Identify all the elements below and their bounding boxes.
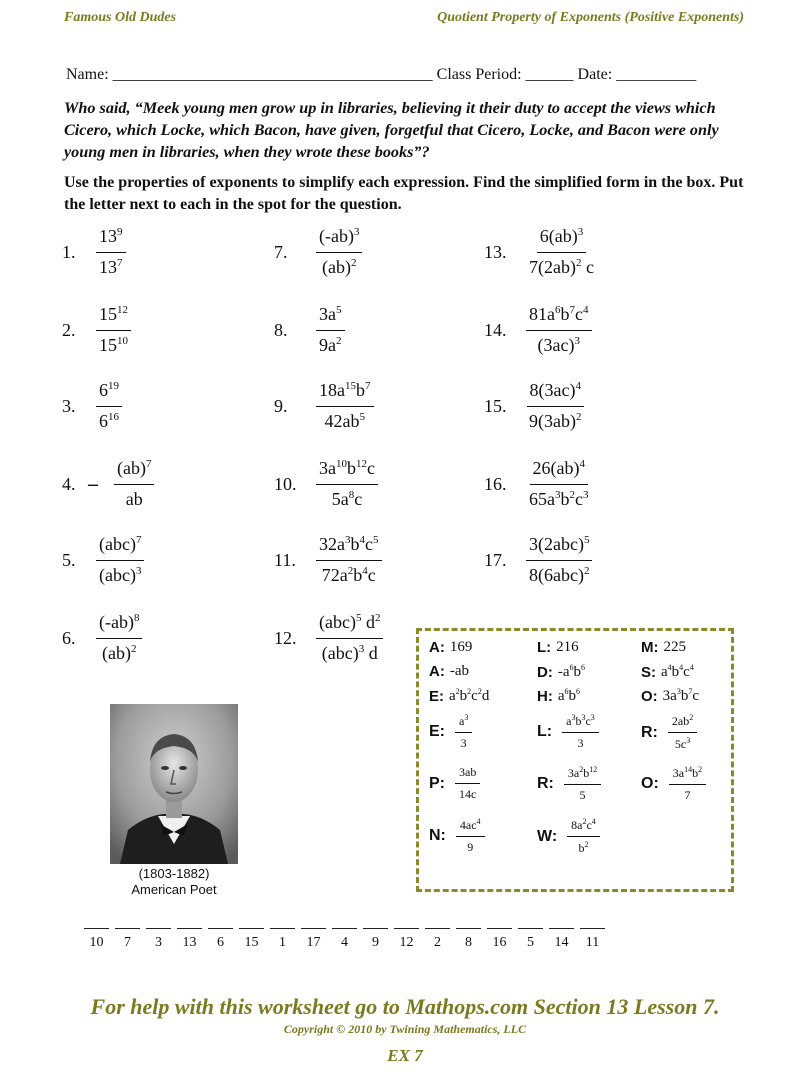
- fraction: [96, 612, 142, 664]
- answer-fraction: [562, 713, 599, 751]
- denominator: 14c: [459, 787, 477, 801]
- answer-choice: [429, 663, 469, 680]
- fraction: [526, 226, 597, 278]
- answer-letter: O:: [641, 775, 659, 792]
- answer-blank[interactable]: 6: [208, 928, 233, 951]
- problem-10: [274, 458, 378, 510]
- problem-number: 5.: [62, 549, 76, 570]
- denominator: $15^{10}$: [99, 335, 128, 355]
- footer-code: EX 7: [387, 1046, 423, 1065]
- numerator: (ab)$^7$: [114, 458, 154, 485]
- numerator: 6(ab)$^3$: [537, 226, 586, 253]
- denominator: $72a^2b^4c$: [321, 565, 376, 585]
- problem-5: [62, 534, 144, 586]
- denominator: (abc)$^3$ d: [321, 643, 378, 663]
- denominator: $65a^3b^2c^3$: [529, 489, 589, 509]
- answer-blank[interactable]: 8: [456, 928, 481, 951]
- denominator: $9a^2$: [319, 335, 342, 355]
- numerator: 26(ab)$^4$: [530, 458, 588, 485]
- numerator: $(-ab)^8$: [96, 612, 142, 639]
- fraction: [114, 458, 154, 510]
- problem-13: [484, 226, 597, 278]
- problem-16: [484, 458, 592, 510]
- problem-number: 14.: [484, 319, 507, 340]
- numerator: $3a^5$: [316, 304, 345, 331]
- denominator: 9: [467, 840, 474, 854]
- problem-number: 2.: [62, 319, 76, 340]
- numerator: (abc)$^5$ $d^2$: [316, 612, 383, 639]
- answer-letter: R:: [641, 723, 658, 741]
- answer-letter: D:: [537, 663, 553, 681]
- problem-11: [274, 534, 382, 586]
- denominator: $8(6abc)^2$: [529, 565, 590, 585]
- minus-sign: –: [88, 472, 98, 495]
- problem-number: 12.: [274, 627, 297, 648]
- numerator: $18a^{15}b^7$: [316, 380, 374, 407]
- numerator: $81a^6b^7c^4$: [526, 304, 592, 331]
- answer-fraction: [455, 765, 480, 802]
- answer-letter: E:: [429, 687, 444, 705]
- answer-blank[interactable]: 5: [518, 928, 543, 951]
- numerator: $32a^3b^4c^5$: [316, 534, 382, 561]
- denominator: (abc)$^3$: [99, 565, 142, 585]
- answer-fraction: [456, 817, 485, 855]
- numerator: $3a^{10}b^{12}c$: [316, 458, 378, 485]
- answer-choice: [537, 687, 580, 705]
- answer-letter: H:: [537, 687, 553, 705]
- fraction: [316, 612, 383, 664]
- answer-letter: L:: [537, 639, 552, 656]
- answer-choice: [429, 687, 489, 705]
- numerator: $8a^2c^4$: [567, 817, 600, 837]
- answer-blank[interactable]: 16: [487, 928, 512, 951]
- problem-number: 6.: [62, 627, 76, 648]
- problem-2: [62, 304, 131, 356]
- numerator: $4ac^4$: [456, 817, 485, 837]
- answer-choice: [537, 663, 585, 681]
- problem-number: 10.: [274, 473, 297, 494]
- problem-number: 17.: [484, 549, 507, 570]
- header-left: Famous Old Dudes: [64, 10, 177, 25]
- answer-choice: [429, 639, 472, 656]
- fraction: [316, 304, 345, 356]
- answer-choice: [641, 713, 697, 752]
- answer-letter: R:: [537, 775, 554, 792]
- portrait-years: (1803-1882): [138, 866, 210, 881]
- problem-number: 8.: [274, 319, 288, 340]
- denominator: $b^2$: [578, 840, 589, 855]
- answer-fraction: [669, 765, 706, 803]
- instructions: Use the properties of exponents to simplify each expression. Find the simplified form in the box. Put the letter next to each in the spot for the question.: [64, 174, 744, 213]
- fraction: [316, 458, 378, 510]
- answer-value: $-a^6b^6$: [557, 663, 585, 680]
- numerator: $6^{19}$: [96, 380, 122, 407]
- answer-value: $a^2b^2c^2d$: [449, 687, 490, 704]
- answer-letter: A:: [429, 639, 445, 656]
- problem-14: [484, 304, 592, 356]
- denominator: $42ab^5$: [324, 411, 365, 431]
- problem-15: [484, 380, 584, 432]
- problem-number: 1.: [62, 241, 76, 262]
- answer-blank[interactable]: 13: [177, 928, 202, 951]
- fraction: [316, 226, 362, 278]
- answer-choice: [537, 817, 600, 856]
- problem-number: 13.: [484, 241, 507, 262]
- numerator: (abc)$^7$: [96, 534, 144, 561]
- problem-3: [62, 380, 122, 432]
- denominator: $7(2ab)^2$ c: [529, 257, 594, 277]
- answer-letter: O:: [641, 687, 658, 705]
- fraction: [526, 458, 592, 510]
- numerator: $2ab^2$: [668, 713, 697, 733]
- denominator: 3: [460, 736, 467, 750]
- answer-fraction: [455, 713, 472, 751]
- answer-choice: [537, 765, 601, 803]
- answer-value: 216: [556, 639, 579, 655]
- denominator: 5: [579, 788, 586, 802]
- answer-value: 225: [663, 639, 686, 655]
- answer-choice: [537, 713, 599, 751]
- answer-blank[interactable]: 9: [363, 928, 388, 951]
- answer-blank[interactable]: 14: [549, 928, 574, 951]
- numerator: $a^3$: [455, 713, 472, 733]
- footer-help: For help with this worksheet go to Mathops.com Section 13 Lesson 7.: [90, 994, 720, 1019]
- problem-number: 3.: [62, 395, 76, 416]
- answer-choice: [641, 663, 694, 681]
- problem-number: 11.: [274, 549, 296, 570]
- answer-value: 169: [449, 639, 473, 655]
- fraction: [526, 304, 592, 356]
- denominator: ab: [125, 489, 143, 509]
- denominator: (ab)$^2$: [102, 643, 137, 663]
- problem-6: [62, 612, 142, 664]
- answer-letter: P:: [429, 774, 445, 792]
- denominator: (ab)$^2$: [322, 257, 357, 277]
- answer-box: [416, 628, 734, 892]
- problem-12: [274, 612, 383, 664]
- numerator: $13^9$: [96, 226, 126, 253]
- denominator: $5a^8c$: [331, 489, 363, 509]
- problem-number: 16.: [484, 473, 507, 494]
- denominator: $13^7$: [99, 257, 123, 277]
- problem-4: [62, 458, 154, 510]
- problem-17: [484, 534, 592, 586]
- answer-letter: A:: [429, 663, 445, 680]
- answer-value: $a^6b^6$: [557, 687, 580, 704]
- answer-blank[interactable]: 2: [425, 928, 450, 951]
- quote-question: Who said, “Meek young men grow up in libraries, believing it their duty to accept the views which Cicero, which Locke, which Bacon, have given, forgetful that Cicero, Locke, and Bacon were only young men in libraries, when they wrote these books”?: [64, 99, 719, 161]
- answer-fraction: [564, 765, 601, 803]
- problem-number: 9.: [274, 395, 288, 416]
- denominator: 7: [684, 788, 691, 802]
- header-right: Quotient Property of Exponents (Positive Exponents): [437, 10, 744, 25]
- answer-value: $a^4b^4c^4$: [661, 663, 694, 680]
- problem-number: 7.: [274, 241, 288, 262]
- portrait-image: [110, 704, 238, 864]
- fraction: [526, 534, 592, 586]
- answer-letter: E:: [429, 723, 445, 740]
- fraction: [316, 380, 374, 432]
- numerator: $15^{12}$: [96, 304, 131, 331]
- problem-8: [274, 304, 345, 356]
- portrait-caption: [110, 866, 238, 898]
- answer-choice: [537, 639, 579, 656]
- student-info-line: Name: ________________________________________ Class Period: ______ Date: __________: [66, 66, 697, 83]
- numerator: $3a^2b^{12}$: [564, 765, 601, 785]
- numerator: $8(3ac)^4$: [527, 380, 584, 407]
- denominator: 3: [577, 736, 584, 750]
- fraction: [526, 380, 584, 432]
- answer-choice: [641, 639, 686, 656]
- denominator: $9(3ab)^2$: [529, 411, 582, 431]
- answer-letter: M:: [641, 639, 659, 656]
- problem-number: 4.: [62, 473, 76, 494]
- answer-blank[interactable]: 4: [332, 928, 357, 951]
- answer-blank[interactable]: 1: [270, 928, 295, 951]
- problem-7: [274, 226, 362, 278]
- answer-letter: N:: [429, 827, 446, 844]
- portrait-title: American Poet: [131, 882, 217, 897]
- problem-1: [62, 226, 126, 278]
- denominator: $(3ac)^3$: [537, 335, 580, 355]
- answer-choice: [429, 817, 485, 855]
- answer-blank[interactable]: 11: [580, 928, 605, 951]
- fraction: [96, 380, 122, 432]
- answer-blank[interactable]: 15: [239, 928, 264, 951]
- answer-letter: W:: [537, 827, 558, 845]
- answer-fraction: [567, 817, 600, 856]
- numerator: $(-ab)^3$: [316, 226, 362, 253]
- fraction: [316, 534, 382, 586]
- denominator: $5c^3$: [674, 736, 691, 751]
- problem-number: 15.: [484, 395, 507, 416]
- numerator: $3(2abc)^5$: [526, 534, 592, 561]
- answer-choice: [429, 713, 472, 751]
- answer-choice: [641, 687, 699, 705]
- problem-9: [274, 380, 374, 432]
- answer-fraction: [668, 713, 697, 752]
- numerator: $3a^{14}b^2$: [669, 765, 706, 785]
- answer-blank[interactable]: 12: [394, 928, 419, 951]
- answer-letter: L:: [537, 723, 553, 740]
- denominator: $6^{16}$: [99, 411, 119, 431]
- fraction: [96, 534, 144, 586]
- numerator: 3ab: [455, 765, 480, 784]
- answer-value: -ab: [449, 663, 469, 679]
- answer-blank[interactable]: 3: [146, 928, 171, 951]
- answer-choice: [429, 765, 480, 802]
- answer-blanks: [84, 914, 605, 951]
- answer-choice: [641, 765, 706, 803]
- fraction: [96, 226, 126, 278]
- numerator: $a^3b^3c^3$: [562, 713, 599, 733]
- answer-blank[interactable]: 10: [84, 928, 109, 951]
- answer-blank[interactable]: 17: [301, 928, 326, 951]
- answer-blank[interactable]: 7: [115, 928, 140, 951]
- footer-copyright: Copyright © 2010 by Twining Mathematics, LLC: [283, 1022, 527, 1036]
- fraction: [96, 304, 131, 356]
- answer-letter: S:: [641, 663, 656, 681]
- answer-value: $3a^3b^7c$: [662, 687, 700, 704]
